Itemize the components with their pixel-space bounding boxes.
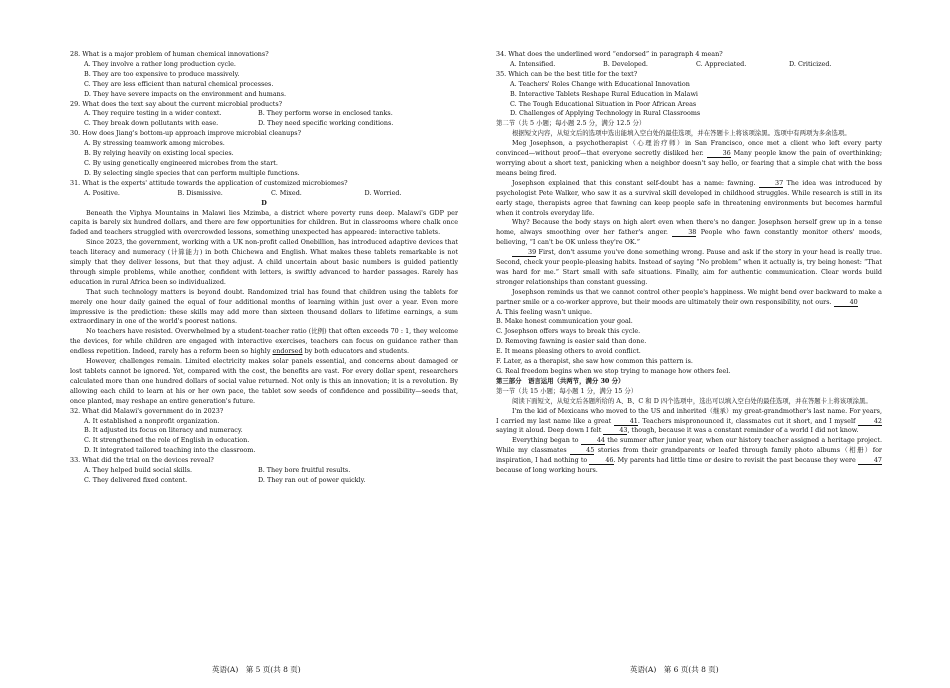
passage-paragraph-2: Since 2023, the government, working with a UK non-profit called Onebillion, has introduced adaptive devices that teach literacy and numeracy (计算能力) in both Chichewa and English. What makes these tablets remarkable is not simply that they deliver lessons, but that they adjust. A child uncertain about basic numbers is guided patiently through simple problems, while another, confident with letters, is swiftly advanced to harder passages. Rarely has education in rural Africa been so individualized. xyxy=(70,238,458,286)
section1-instructions: 阅读下面短文，从短文后各题所给的 A、B、C 和 D 四个选项中，选出可以填入空白处的最佳选项，并在答题卡上将该项涂黑。 xyxy=(512,396,872,405)
c2-text-b: the summer after junior year, when our history teacher assigned a heritage project. While my classmates xyxy=(496,436,882,455)
section2-title: 第二节（共 5 小题；每小题 2.5 分，满分 12.5 分） xyxy=(496,119,646,128)
seven-choice-paragraph-5 xyxy=(496,288,882,308)
q33-options-row1 xyxy=(70,466,458,476)
q30-option-a: A. By stressing teamwork among microbes. xyxy=(84,139,225,148)
q30-option-b: B. By relying heavily on existing local species. xyxy=(84,149,234,158)
blank-42[interactable]: 42 xyxy=(858,417,882,426)
p2-text-a: Josephson explained that this constant self-doubt has a name: fawning. xyxy=(512,178,756,187)
q29-options-row2 xyxy=(70,119,458,129)
part3-title: 第三部分 语言运用（共两节，满分 30 分） xyxy=(496,376,625,385)
blank-37[interactable]: 37 xyxy=(759,179,783,188)
q33-option-a: A. They helped build social skills. xyxy=(84,466,193,475)
q31-option-d: D. Worried. xyxy=(364,188,402,197)
option-d: D. Removing fawning is easier said than done. xyxy=(496,337,647,346)
q32-option-b: B. It adjusted its focus on literacy and numeracy. xyxy=(84,426,243,435)
q32-option-c: C. It strengthened the role of English in education. xyxy=(84,436,250,445)
p3-text-a: Why? Because the body stays on high alert even when there's no danger. Josephson herself grew up in a tense home, always smoothing over her father's anger. xyxy=(496,218,882,237)
q35-stem: 35. Which can be the best title for the text? xyxy=(496,69,638,78)
p4-text: First, don't assume you've done something wrong. Pause and ask if the story in your head is really true. Second, check your people-pleasing habits. Instead of saying “No problem” when it actually is, try being honest: “That was hard for me.” Start small with safe situations. Finally, aim for authentic communication. Clear words build stronger relationships than constant guessing. xyxy=(496,248,882,286)
q31-options xyxy=(70,189,458,199)
left-page-footer: 英语(A) 第 5 页(共 8 页) xyxy=(212,665,301,674)
c1-text-a: I'm the kid of Mexicans who moved to the US and inherited（继承）my great-grandmother's last name. For years, I carried my last name like a great xyxy=(496,406,882,425)
q35-option-a: A. Teachers' Roles Change with Educational Innovation xyxy=(510,79,690,88)
q31-stem: 31. What is the experts' attitude towards the application of customized microbiomes? xyxy=(70,178,348,187)
q33-stem: 33. What did the trial on the devices reveal? xyxy=(70,456,214,465)
passage-paragraph-1: Beneath the Viphya Mountains in Malawi lies Mzimba, a district where poverty runs deep. Malawi's GDP per capita is barely six hundred dollars, and there are few opportunities for children. But in classrooms where chalk once faded and teachers struggled with overcrowded lessons, something unexpected has appeared: interactive tablets. xyxy=(70,208,458,237)
q29-option-a: A. They require testing in a wider context. xyxy=(84,109,222,118)
q29-option-c: C. They break down pollutants with ease. xyxy=(84,119,219,128)
q31-option-a: A. Positive. xyxy=(84,188,120,197)
section-d-heading: D xyxy=(261,198,267,207)
q29-stem: 29. What does the text say about the current microbial products? xyxy=(70,99,283,108)
c1-text-c: saying it aloud. Deep down I felt xyxy=(496,426,602,435)
c2-text-a: Everything began to xyxy=(512,436,579,445)
q34-options xyxy=(496,60,882,70)
option-a: A. This feeling wasn't unique. xyxy=(496,307,592,316)
q34-option-d: D. Criticized. xyxy=(789,59,832,68)
p4-text-after: by both educators and students. xyxy=(302,347,410,356)
q31-option-b: B. Dismissive. xyxy=(177,188,223,197)
p1-text-a: Meg Josephson, a psychotherapist（心理治疗师）in San Francisco, once met a client who left every party convinced—without proof—that everyone secretly disliked her. xyxy=(496,139,882,158)
blank-44[interactable]: 44 xyxy=(581,436,605,445)
blank-47[interactable]: 47 xyxy=(858,456,882,465)
blank-39[interactable]: 39 xyxy=(512,248,536,257)
q28-stem: 28. What is a major problem of human chemical innovations? xyxy=(70,50,269,58)
passage-paragraph-4 xyxy=(70,327,458,357)
passage-paragraph-5: However, challenges remain. Limited electricity makes solar panels essential, and concerns about damaged or lost tablets cannot be ignored. Yet, compared with the cost, the benefits are vast. For every dollar spent, researchers calculated more than one hundred dollars of social value returned. Not only is this an innovation; it is a revolution. By allowing each child to learn at his or her own pace, the tablet sow seeds of confidence and possibility—seeds that, once planted, may reshape an entire generation's future. xyxy=(70,357,458,405)
cloze-paragraph-1 xyxy=(496,407,882,437)
right-page-footer: 英语(A) 第 6 页(共 8 页) xyxy=(630,665,719,674)
p3-text-b: People who fawn constantly monitor others' moods, believing, “I can't be OK unless they're OK.” xyxy=(496,228,882,247)
section1-title: 第一节（共 15 小题；每小题 1 分，满分 15 分） xyxy=(496,386,638,395)
q34-option-c: C. Appreciated. xyxy=(696,59,747,68)
q28-option-b: B. They are too expensive to produce massively. xyxy=(84,69,240,78)
option-b: B. Make honest communication your goal. xyxy=(496,317,633,326)
q28-option-a: A. They involve a rather long production cycle. xyxy=(84,59,236,68)
option-g: G. Real freedom begins when we stop trying to manage how others feel. xyxy=(496,367,731,375)
q30-option-c: C. By using genetically engineered microbes from the start. xyxy=(84,158,278,167)
blank-45[interactable]: 45 xyxy=(570,446,594,455)
passage-paragraph-3: That such technology matters is beyond doubt. Randomized trial has found that children using the tablets for merely one hour daily gained the equal of four additional months of learning within just over a year. Even more impressive is the prediction: these skills may add more than sixteen thousand dollars to lifetime earnings, a sum extraordinary in one of the world's poorest nations. xyxy=(70,287,458,326)
q28-option-c: C. They are less efficient than natural chemical processes. xyxy=(84,79,274,88)
p5-text-a: Josephson reminds us that we cannot control other people's happiness. We might bend over backward to make a partner smile or a co-worker approve, but their moods are ultimately their own responsibility, not ours. xyxy=(496,287,882,306)
q28-option-d: D. They have severe impacts on the environment and humans. xyxy=(84,89,287,98)
q30-option-d: D. By selecting single species that can perform multiple functions. xyxy=(84,168,300,177)
q33-option-c: C. They delivered fixed content. xyxy=(84,475,188,484)
left-page xyxy=(70,50,458,650)
q30-stem: 30. How does Jiang's bottom-up approach improve microbial cleanups? xyxy=(70,129,302,138)
option-f: F. Later, as a therapist, she saw how common this pattern is. xyxy=(496,357,693,366)
q32-option-d: D. It integrated tailored teaching into the classroom. xyxy=(84,446,256,455)
q34-option-a: A. Intensified. xyxy=(510,59,556,68)
c2-text-d: . My parents had little time or desire to revisit the past because they were xyxy=(613,456,856,465)
q32-stem: 32. What did Malawi's government do in 2023? xyxy=(70,406,224,415)
cloze-paragraph-2 xyxy=(496,436,882,476)
seven-choice-paragraph-3 xyxy=(496,218,882,248)
seven-choice-paragraph-2 xyxy=(496,179,882,219)
blank-40[interactable]: 40 xyxy=(834,298,858,307)
seven-choice-paragraph-4 xyxy=(496,248,882,288)
section2-instructions: 根据短文内容，从短文后的选项中选出能填入空白处的最佳选项，并在答题卡上将该项涂黑。选项中有两项为多余选项。 xyxy=(512,129,851,138)
c1-text-d: , though, because it was a constant reminder of a world I did not know. xyxy=(627,426,859,435)
option-c: C. Josephson offers ways to break this cycle. xyxy=(496,327,641,336)
blank-36[interactable]: 36 xyxy=(707,149,731,158)
q33-option-d: D. They ran out of power quickly. xyxy=(258,475,366,484)
p2-text-b: The idea was introduced by psychologist Pete Walker, who saw it as a survival skill developed in childhood struggles. While research is still in its early stage, therapists agree that fawning can keep people safe in threatening environments but becomes harmful when it controls everyday life. xyxy=(496,178,882,217)
option-e: E. It means pleasing others to avoid conflict. xyxy=(496,347,641,356)
c1-text-b: . Teachers mispronounced it, classmates cut it short, and I myself xyxy=(637,416,856,425)
seven-choice-paragraph-1 xyxy=(496,139,882,179)
p1-text-b: Many people know the pain of overthinking; worrying about a short text, panicking when a neighbor doesn't say hello, or fearing that a simple chat with the boss means being fired. xyxy=(496,149,882,177)
q29-option-b: B. They perform worse in enclosed tanks. xyxy=(258,109,393,118)
q31-option-c: C. Mixed. xyxy=(271,188,302,197)
blank-46[interactable]: 46 xyxy=(589,456,613,465)
right-page xyxy=(496,50,882,650)
q35-option-c: C. The Tough Educational Situation in Poor African Areas xyxy=(510,99,697,108)
q34-stem: 34. What does the underlined word “endorsed” in paragraph 4 mean? xyxy=(496,50,723,58)
q35-option-b: B. Interactive Tablets Reshape Rural Education in Malawi xyxy=(510,89,698,98)
q33-options-row2 xyxy=(70,476,458,486)
p4-text-before: No teachers have resisted. Overwhelmed by a student-teacher ratio (比例) that often exceeds 70 : 1, they welcome the devices, for while children are engaged with interactive exercises, teachers can focus on guidance rather than endless repetition. Indeed, rarely has a reform been so highly xyxy=(70,327,458,356)
c2-text-c: stories from their grandparents or leafed through family photo albums（相册）for inspiration, I had nothing to xyxy=(496,446,882,465)
blank-38[interactable]: 38 xyxy=(672,228,696,237)
q32-option-a: A. It established a nonprofit organization. xyxy=(84,416,220,425)
blank-41[interactable]: 41 xyxy=(614,417,638,426)
q33-option-b: B. They bore fruitful results. xyxy=(258,466,351,475)
underlined-word-endorsed: endorsed xyxy=(272,347,303,356)
c2-text-e: because of long working hours. xyxy=(496,466,598,475)
blank-43[interactable]: 43 xyxy=(603,426,627,435)
q29-option-d: D. They need specific working conditions. xyxy=(258,119,394,128)
q34-option-b: B. Developed. xyxy=(603,59,648,68)
q35-option-d: D. Challenges of Applying Technology in Rural Classrooms xyxy=(510,109,701,118)
q29-options-row1 xyxy=(70,109,458,119)
